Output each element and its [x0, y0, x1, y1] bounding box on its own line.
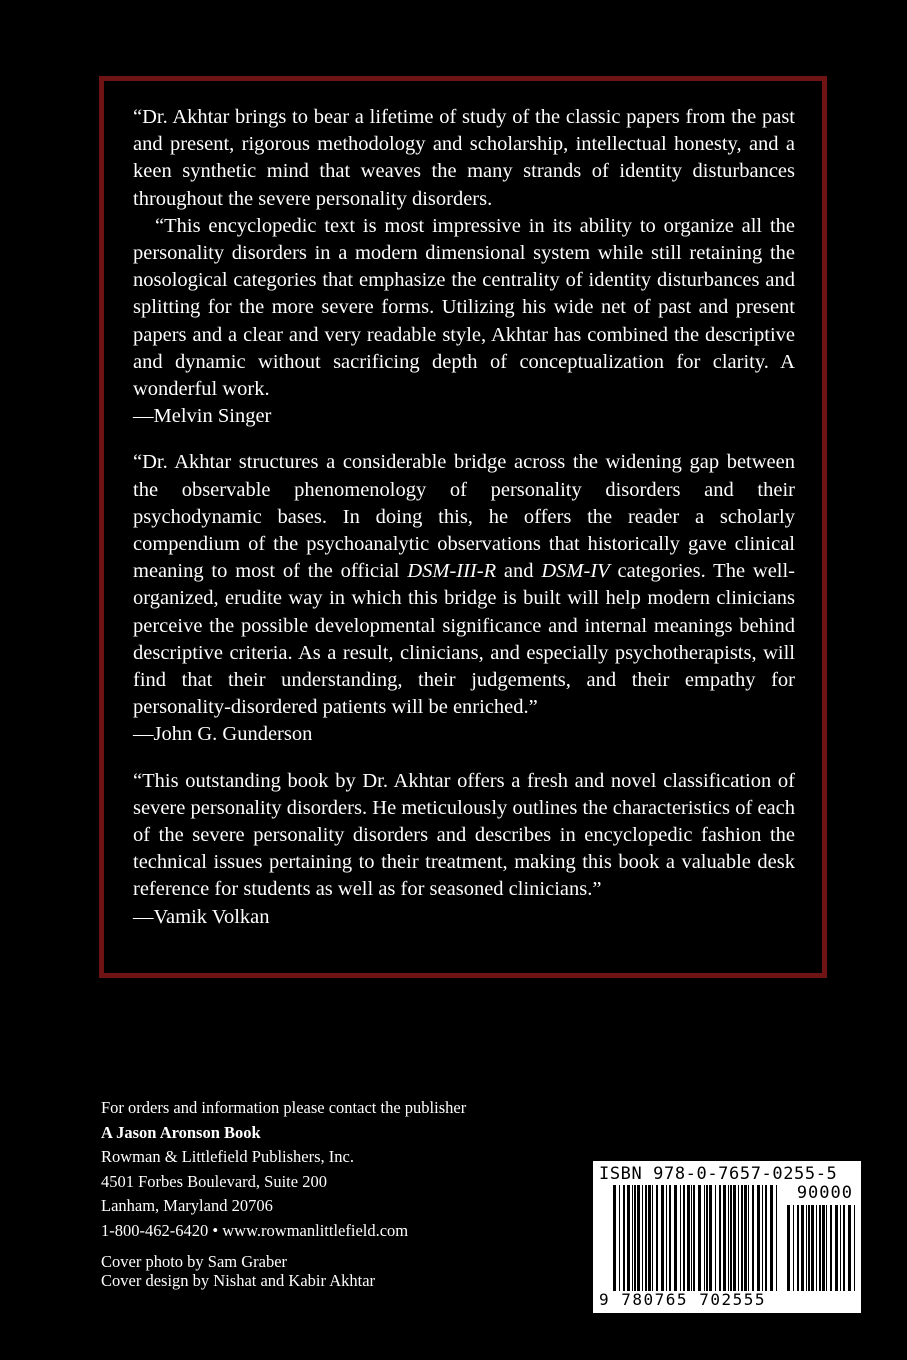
review-gunderson [133, 449, 795, 748]
barcode-bar [656, 1185, 658, 1291]
barcode-bar [797, 1205, 799, 1291]
barcode-bar [666, 1185, 667, 1291]
barcode-bar [634, 1185, 636, 1291]
barcode-bar [816, 1205, 817, 1291]
dsm-iii-r-title: DSM-III-R [407, 560, 497, 583]
barcode-bar [637, 1185, 640, 1291]
barcode-bar [843, 1205, 845, 1291]
barcode-bar [744, 1185, 747, 1291]
barcode-bar [627, 1185, 630, 1291]
barcode-bar [738, 1185, 739, 1291]
publisher-company: Rowman & Littlefield Publishers, Inc. [101, 1147, 354, 1167]
barcode-bar [801, 1205, 804, 1291]
barcode-bar [709, 1185, 712, 1291]
photo-credit: Cover photo by Sam Graber [101, 1251, 288, 1271]
barcode-bar [706, 1185, 708, 1291]
review-paragraph: “Dr. Akhtar structures a considerable bridge across the widening gap between the observable phenomenology of personality disorders and their psychodynamic bases. In doing this, he offers the reader a scholarly compendium of the psychoanalytic observations that historically gave clinical meaning to most of the official DSM-III-R and DSM-IV categories. The well-organized, erudite way in which this bridge is built will help modern clinicians perceive the possible developmental significance and internal meanings behind descriptive criteria. As a result, clinicians, and especially psychotherapists, will find that their understanding, their judgements, and their empathy for personality-disordered patients will be enriched.” [133, 451, 796, 719]
barcode-bar [733, 1185, 736, 1291]
review-attribution: —Melvin Singer [133, 405, 272, 428]
barcode-bar [730, 1185, 732, 1291]
barcode-bar [808, 1205, 810, 1291]
barcode-bar [683, 1185, 685, 1291]
reviews-frame [99, 76, 827, 978]
barcode-bar [642, 1185, 643, 1291]
barcode-bar [826, 1205, 827, 1291]
barcode-bar [645, 1185, 647, 1291]
barcode-bar [652, 1185, 653, 1291]
publisher-imprint: A Jason Aronson Book [101, 1122, 261, 1142]
barcode-bar [806, 1205, 807, 1291]
price-code: 90000 [796, 1183, 853, 1203]
barcode-digits: 9 780765 702555 [599, 1290, 766, 1309]
isbn-label: ISBN 978-0-7657-0255-5 [599, 1164, 838, 1184]
barcode-bar [819, 1205, 821, 1291]
barcode-bar [830, 1205, 832, 1291]
barcode-bar [811, 1205, 814, 1291]
isbn-barcode [593, 1161, 861, 1313]
review-singer [133, 104, 795, 430]
publisher-city: Lanham, Maryland 20706 [101, 1196, 273, 1216]
barcode-bar [741, 1185, 743, 1291]
barcode-bar [770, 1185, 773, 1291]
barcode-bar [748, 1185, 749, 1291]
barcode-bar [661, 1185, 664, 1291]
barcode-bar [787, 1205, 790, 1291]
barcode-bar [613, 1185, 616, 1291]
review-paragraph: “Dr. Akhtar brings to bear a lifetime of study of the classic papers from the past and present, rigorous methodology and scholarship, intellectual honesty, and a keen synthetic mind that weaves the many strands of identity disturbances throughout the severe personality disorders. [133, 106, 795, 210]
barcode-bar [776, 1185, 777, 1291]
barcode-bar [752, 1185, 754, 1291]
barcode-bar [674, 1185, 677, 1291]
design-credit: Cover design by Nishat and Kabir Akhtar [101, 1270, 376, 1290]
publisher-intro: For orders and information please contact the publisher [101, 1098, 467, 1117]
dsm-iv-title: DSM-IV [541, 560, 610, 583]
barcode-bar [762, 1185, 763, 1291]
barcode-bar [840, 1205, 841, 1291]
barcode-bar [698, 1185, 701, 1291]
barcode-bar [623, 1185, 625, 1291]
barcode-bar [793, 1205, 794, 1291]
review-attribution: —John G. Gunderson [133, 723, 313, 746]
barcode-bar [822, 1205, 825, 1291]
review-volkan [133, 768, 795, 931]
review-paragraph: “This encyclopedic text is most impressive in its ability to organize all the personality disorders in a modern dimensional system while still retaining the nosological categories that emphasize the centrality of identity disturbances and splitting for the more severe forms. Utilizing his wide net of past and present papers and a clear and very readable style, Akhtar has combined the descriptive and dynamic without sacrificing depth of conceptualization for clarity. A wonderful work. [133, 214, 795, 401]
barcode-bar [723, 1185, 726, 1291]
barcode-bar [728, 1185, 729, 1291]
barcode-bar [704, 1185, 705, 1291]
barcode-bar [765, 1185, 767, 1291]
barcode-bar [687, 1185, 690, 1291]
barcode-bar [693, 1185, 695, 1291]
barcode-bar [757, 1185, 760, 1291]
barcode-bar [669, 1185, 671, 1291]
publisher-street: 4501 Forbes Boulevard, Suite 200 [101, 1171, 327, 1191]
barcode-bar [715, 1185, 716, 1291]
barcode-bar [632, 1185, 633, 1291]
publisher-info [101, 1096, 466, 1290]
review-paragraph: “This outstanding book by Dr. Akhtar offers a fresh and novel classification of severe personality disorders. He meticulously outlines the characteristics of each of the severe personality disorders and describes in encyclopedic fashion the technical issues pertaining to their treatment, making this book a valuable desk reference for students as well as for seasoned clinicians.” [133, 769, 795, 901]
barcode-bar [719, 1185, 721, 1291]
barcode-bar [848, 1205, 851, 1291]
review-attribution: —Vamik Volkan [133, 905, 270, 928]
publisher-contact: 1-800-462-6420 • www.rowmanlittlefield.com [101, 1220, 409, 1240]
barcode-bar [691, 1185, 692, 1291]
barcode-bar [680, 1185, 681, 1291]
barcode-bar [619, 1185, 620, 1291]
barcode-bar [854, 1205, 855, 1291]
barcode-bar [648, 1185, 651, 1291]
barcode-bar [835, 1205, 838, 1291]
